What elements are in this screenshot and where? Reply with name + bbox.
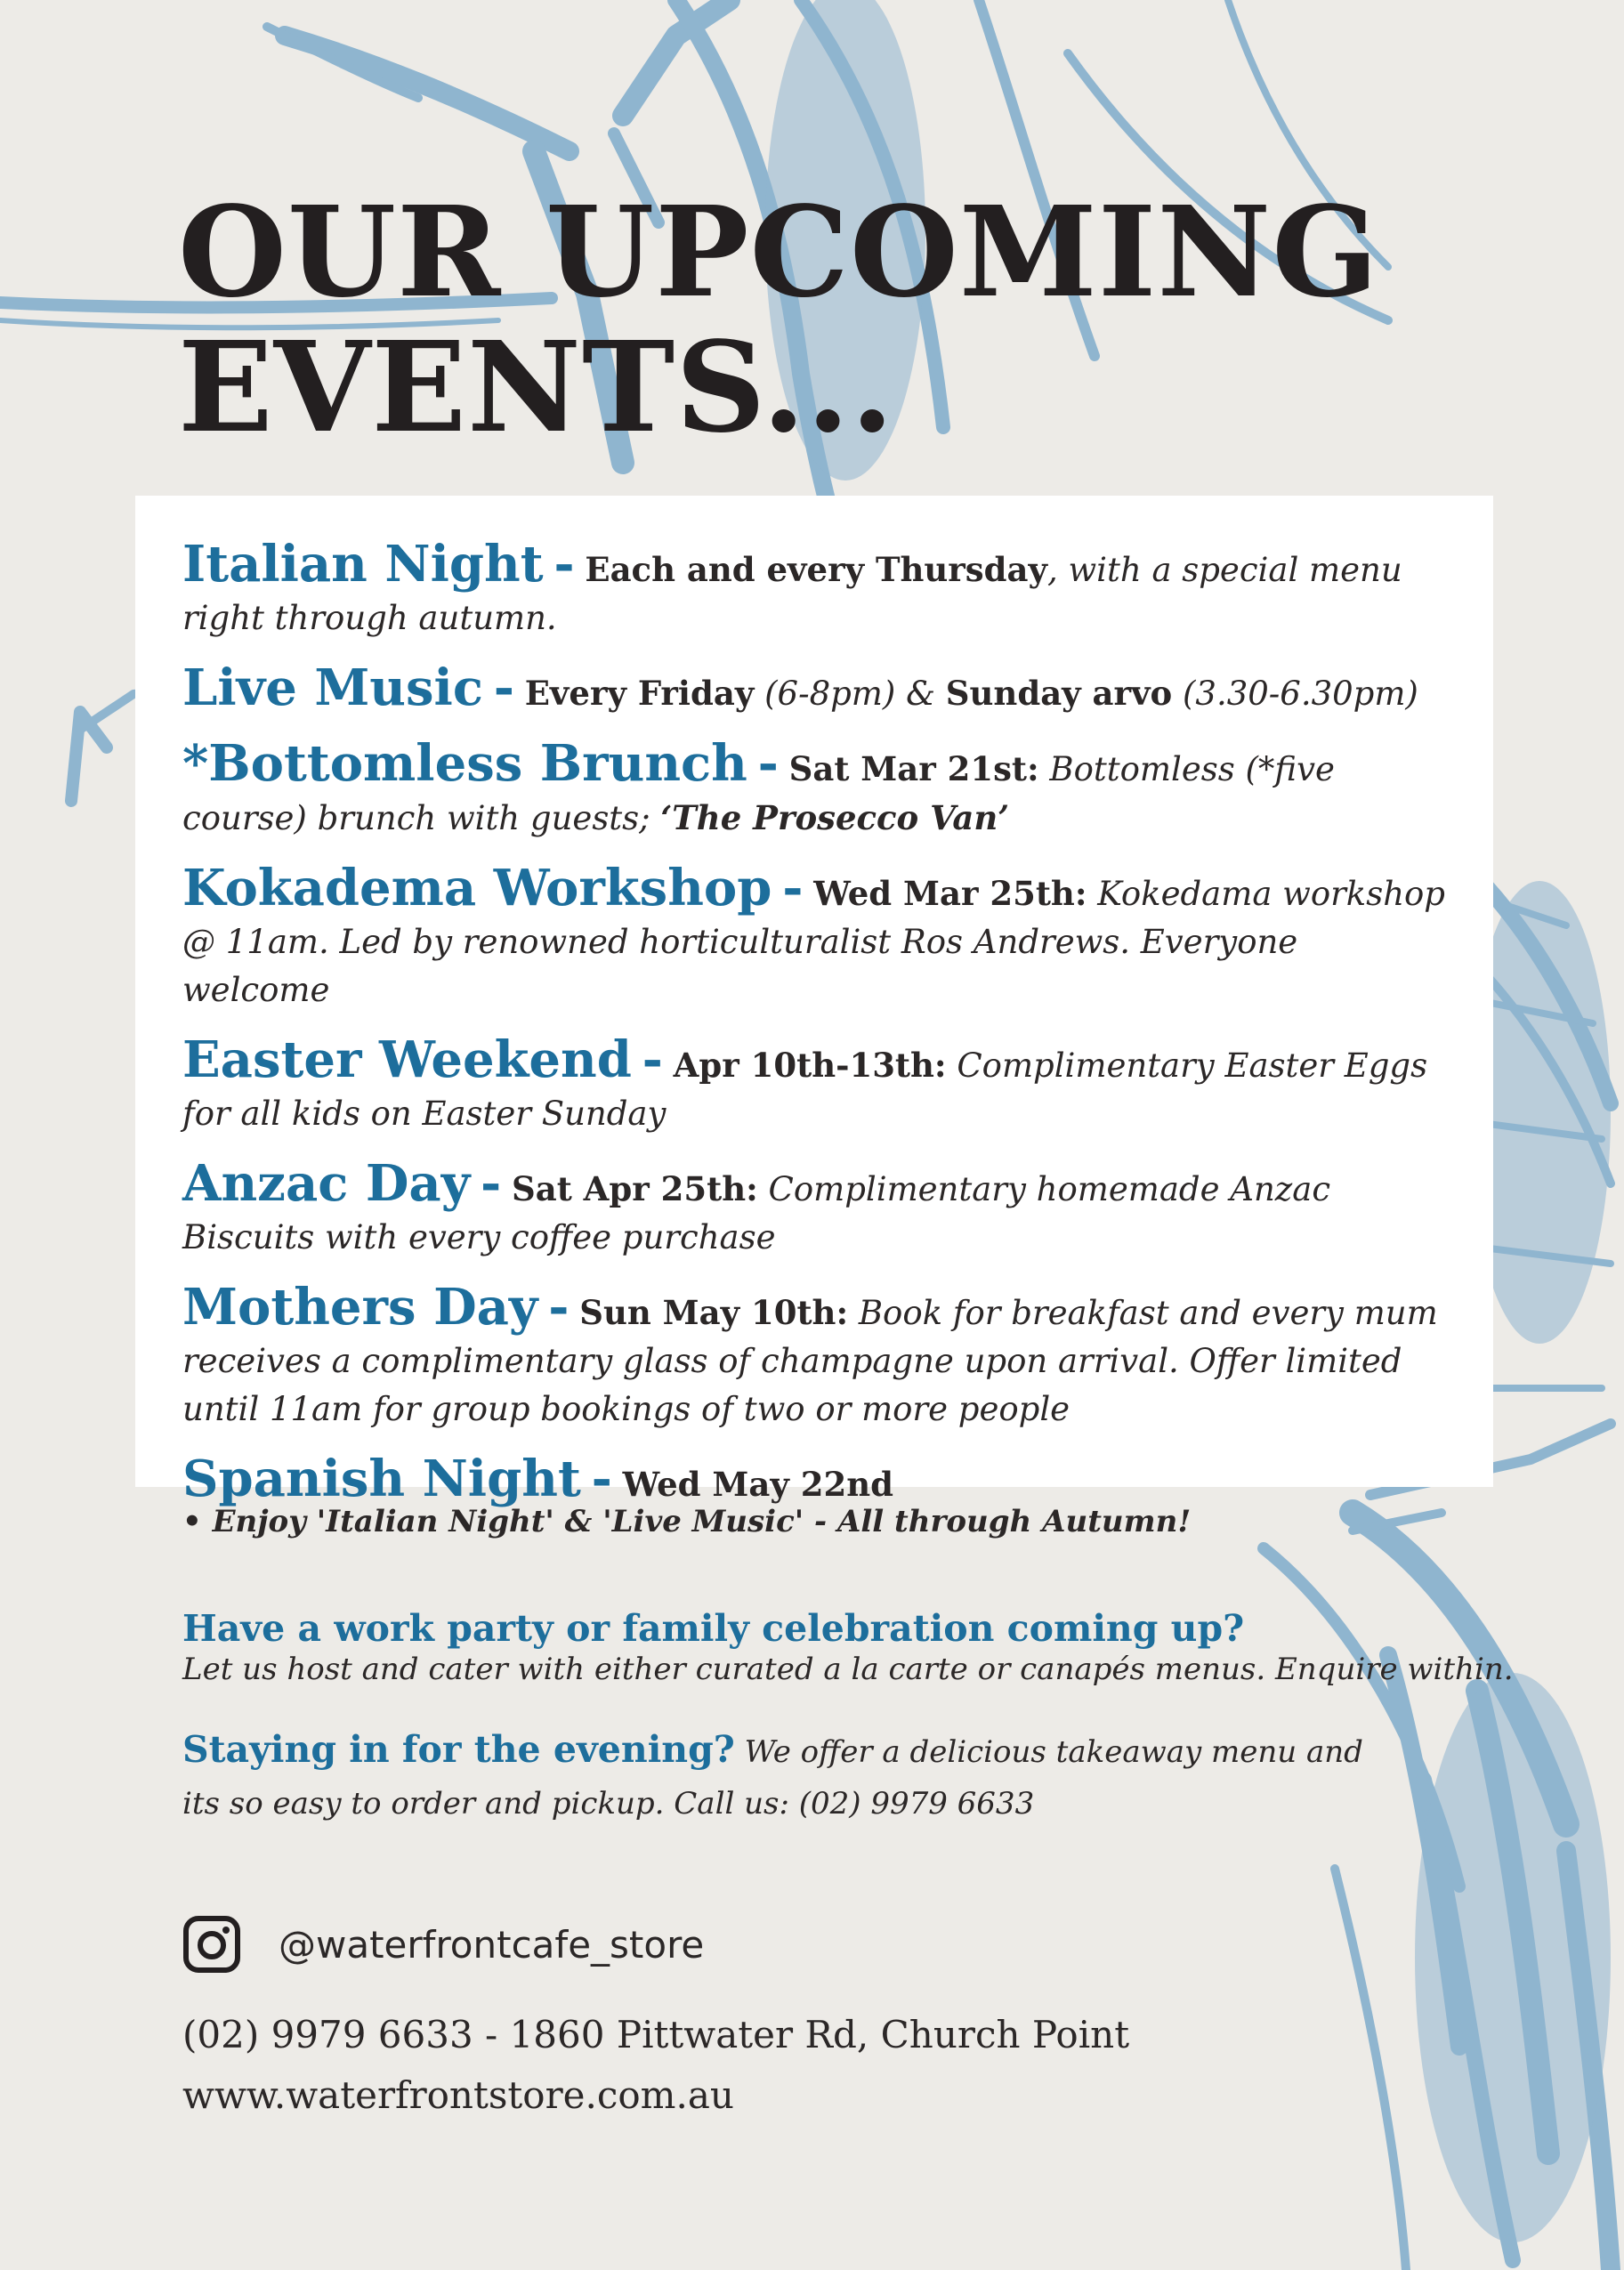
event-description: Kokedama workshop @ 11am. Led by renowned horticulturalist Ros Andrews. Everyone welcome [182,875,1445,1009]
event-italian-night [182,535,1449,642]
event-name: Anzac Day [182,1154,471,1213]
event-anzac-day [182,1154,1449,1262]
event-name: *Bottomless Brunch [182,734,747,793]
instagram-icon [182,1915,241,1974]
title-line-1: OUR UPCOMING [178,180,1379,326]
event-name: Mothers Day [182,1278,538,1337]
event-date: Apr 10th-13th: [673,1046,947,1085]
event-description: Complimentary Easter Eggs for all kids on Easter Sunday [182,1046,1428,1133]
website-link[interactable]: www.waterfrontstore.com.au [182,2073,734,2117]
events-panel [135,496,1493,1508]
title-line-2: EVENTS... [178,315,895,461]
event-separator: - [642,1030,663,1089]
takeaway-section [182,1726,1363,1827]
party-section [182,1607,1514,1687]
event-date: Sun May 10th: [579,1293,849,1332]
event-date: Every Friday [524,674,755,713]
event-date: Sat Apr 25th: [512,1169,758,1208]
event-description: (6-8pm) & [754,675,946,713]
page-title [178,180,1379,461]
event-live-music [182,658,1449,718]
party-heading: Have a work party or family celebration coming up? [182,1607,1245,1650]
event-name: Spanish Night [182,1450,581,1508]
event-bottomless-brunch [182,734,1449,843]
event-separator: - [757,734,779,793]
event-separator: - [553,535,575,594]
event-easter-weekend [182,1030,1449,1138]
event-description: Book for breakfast and every mum receives a complimentary glass of champagne upon arrival. Offer limited until 11am for group bookings of two or more people [182,1294,1438,1428]
instagram-handle: @waterfrontcafe_store [279,1922,705,1967]
event-kokadema-workshop [182,859,1449,1014]
event-mothers-day [182,1278,1449,1434]
event-date: Sat Mar 21st: [788,749,1039,788]
event-date: Wed May 22nd [622,1465,893,1504]
contact-address: (02) 9979 6633 - 1860 Pittwater Rd, Church Point [182,2013,1130,2056]
event-date-secondary: Sunday arvo [945,674,1173,713]
event-separator: - [548,1278,570,1337]
event-name: Italian Night [182,535,544,594]
event-guest-name: ‘The Prosecco Van’ [660,798,1010,837]
event-date: Each and every Thursday [585,550,1047,589]
event-description-secondary: (3.30-6.30pm) [1172,675,1418,713]
event-separator: - [481,1154,502,1213]
party-text: Let us host and cater with either curated a la carte or canapés menus. Enquire within. [182,1652,1514,1687]
event-separator: - [493,658,514,717]
event-description: , with a special menu right through autumn. [182,551,1402,637]
event-guest [660,799,1009,837]
event-name: Live Music [182,658,483,717]
event-description: Bottomless (*five course) brunch with guests; [182,750,1335,837]
instagram-link[interactable] [182,1913,704,1975]
event-spanish-night [182,1450,1449,1509]
event-separator: - [782,859,804,917]
event-separator: - [591,1450,612,1508]
takeaway-heading: Staying in for the evening? [182,1728,735,1771]
event-description: Complimentary homemade Anzac Biscuits with every coffee purchase [182,1170,1331,1256]
event-date: Wed Mar 25th: [813,874,1087,913]
takeaway-text-2: its so easy to order and pickup. Call us: (02) 9979 6633 [182,1786,1035,1822]
event-name: Easter Weekend [182,1030,632,1089]
takeaway-text-1: We offer a delicious takeaway menu and [734,1734,1363,1770]
autumn-note: • Enjoy 'Italian Night' & 'Live Music' - All through Autumn! [182,1504,1192,1539]
event-name: Kokadema Workshop [182,859,772,917]
